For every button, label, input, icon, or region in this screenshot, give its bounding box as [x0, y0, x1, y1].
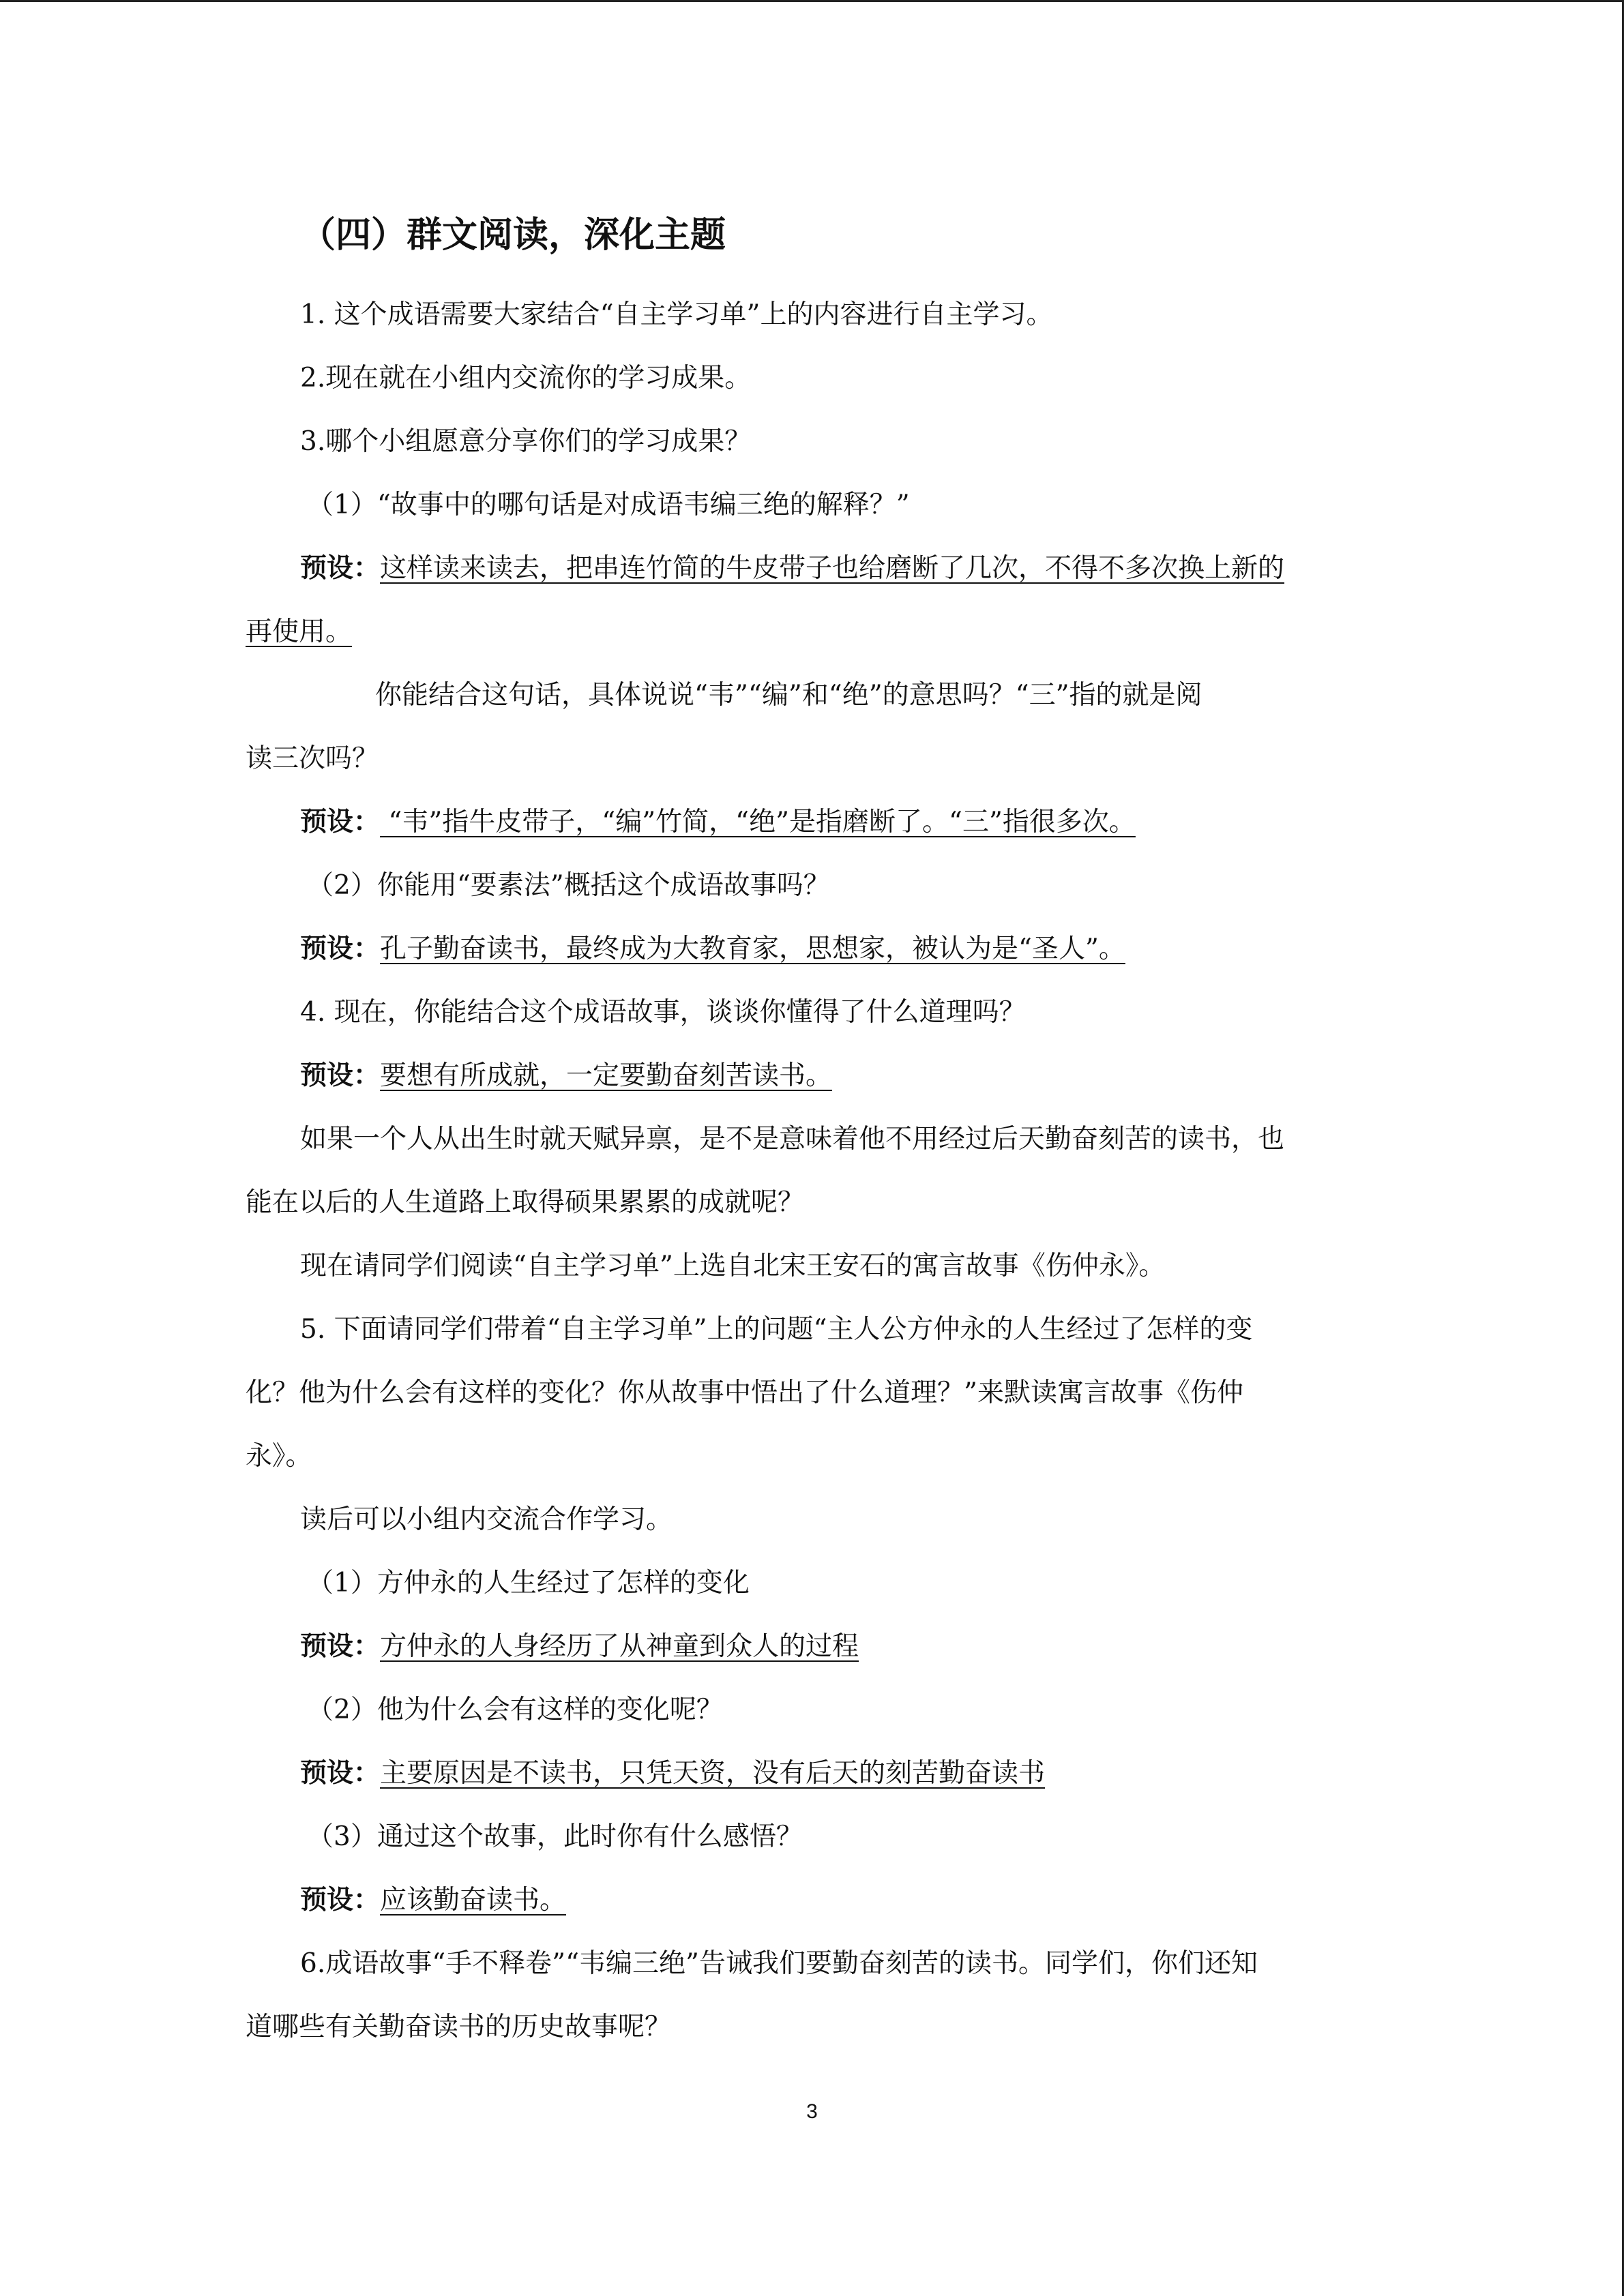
preset-text: 应该勤奋读书。	[380, 1885, 567, 1915]
paragraph-1: 1. 这个成语需要大家结合“自主学习单”上的内容进行自主学习。	[300, 299, 1053, 330]
preset-answer-5	[300, 1626, 859, 1667]
paragraph-10: 6.成语故事“手不释卷”“韦编三绝”告诫我们要勤奋刻苦的读书。同学们，你们还知	[300, 1948, 1258, 1979]
paragraph-6: 如果一个人从出生时就天赋异禀，是不是意味着他不用经过后天勤奋刻苦的读书，也	[300, 1124, 1285, 1154]
paragraph-7: 现在请同学们阅读“自主学习单”上选自北宋王安石的寓言故事《伤仲永》。	[300, 1251, 1166, 1281]
paragraph-8-cont2: 永》。	[246, 1441, 312, 1472]
preset-label: 预设：	[300, 1631, 381, 1662]
preset-text-cont: 再使用。	[246, 616, 353, 647]
page-number: 3	[806, 2100, 818, 2123]
preset-label: 预设：	[300, 807, 381, 837]
question-4: （2）他为什么会有这样的变化呢？	[307, 1695, 723, 1725]
question-5: （3）通过这个故事，此时你有什么感悟？	[307, 1821, 803, 1852]
paragraph-5: 4. 现在，你能结合这个成语故事，谈谈你懂得了什么道理吗？	[300, 997, 1026, 1028]
preset-answer-6	[300, 1753, 1045, 1794]
paragraph-8: 5. 下面请同学们带着“自主学习单”上的问题“主人公方仲永的人生经过了怎样的变	[300, 1314, 1253, 1345]
preset-answer-4	[300, 1056, 832, 1097]
paragraph-4-cont: 读三次吗？	[246, 743, 379, 774]
preset-answer-2	[300, 802, 1136, 843]
preset-answer-1	[300, 548, 1284, 589]
preset-label: 预设：	[300, 1060, 381, 1091]
paragraph-9: 读后可以小组内交流合作学习。	[300, 1504, 673, 1535]
paragraph-4: 你能结合这句话，具体说说“韦”“编”和“绝”的意思吗？“三”指的就是阅	[375, 680, 1202, 711]
page-border-top	[0, 0, 1624, 2]
paragraph-2: 2.现在就在小组内交流你的学习成果。	[300, 363, 752, 393]
question-2: （2）你能用“要素法”概括这个成语故事吗？	[307, 870, 830, 901]
preset-label: 预设：	[300, 1885, 381, 1915]
preset-text: “韦”指牛皮带子，“编”竹简，“绝”是指磨断了。“三”指很多次。	[380, 807, 1136, 837]
preset-label: 预设：	[300, 934, 381, 964]
preset-label: 预设：	[300, 553, 381, 584]
preset-answer-3	[300, 929, 1125, 970]
paragraph-3: 3.哪个小组愿意分享你们的学习成果？	[300, 426, 752, 457]
preset-label: 预设：	[300, 1758, 381, 1789]
preset-text: 要想有所成就，一定要勤奋刻苦读书。	[380, 1060, 833, 1091]
question-1: （1）“故事中的哪句话是对成语韦编三绝的解释？”	[307, 490, 910, 520]
preset-text: 孔子勤奋读书，最终成为大教育家，思想家，被认为是“圣人”。	[380, 934, 1125, 964]
preset-text: 方仲永的人身经历了从神童到众人的过程	[380, 1631, 859, 1662]
section-heading: （四）群文阅读，深化主题	[300, 215, 726, 256]
paragraph-6-cont: 能在以后的人生道路上取得硕果累累的成就呢？	[246, 1187, 805, 1218]
preset-answer-1-cont	[246, 612, 352, 653]
preset-text: 主要原因是不读书，只凭天资，没有后天的刻苦勤奋读书	[380, 1758, 1046, 1789]
paragraph-10-cont: 道哪些有关勤奋读书的历史故事呢？	[246, 2012, 672, 2042]
preset-text: 这样读来读去，把串连竹简的牛皮带子也给磨断了几次，不得不多次换上新的	[380, 553, 1285, 584]
preset-answer-7	[300, 1880, 566, 1921]
paragraph-8-cont: 化？他为什么会有这样的变化？你从故事中悟出了什么道理？”来默读寓言故事《伤仲	[246, 1377, 1243, 1408]
question-3: （1）方仲永的人生经过了怎样的变化	[307, 1568, 750, 1598]
